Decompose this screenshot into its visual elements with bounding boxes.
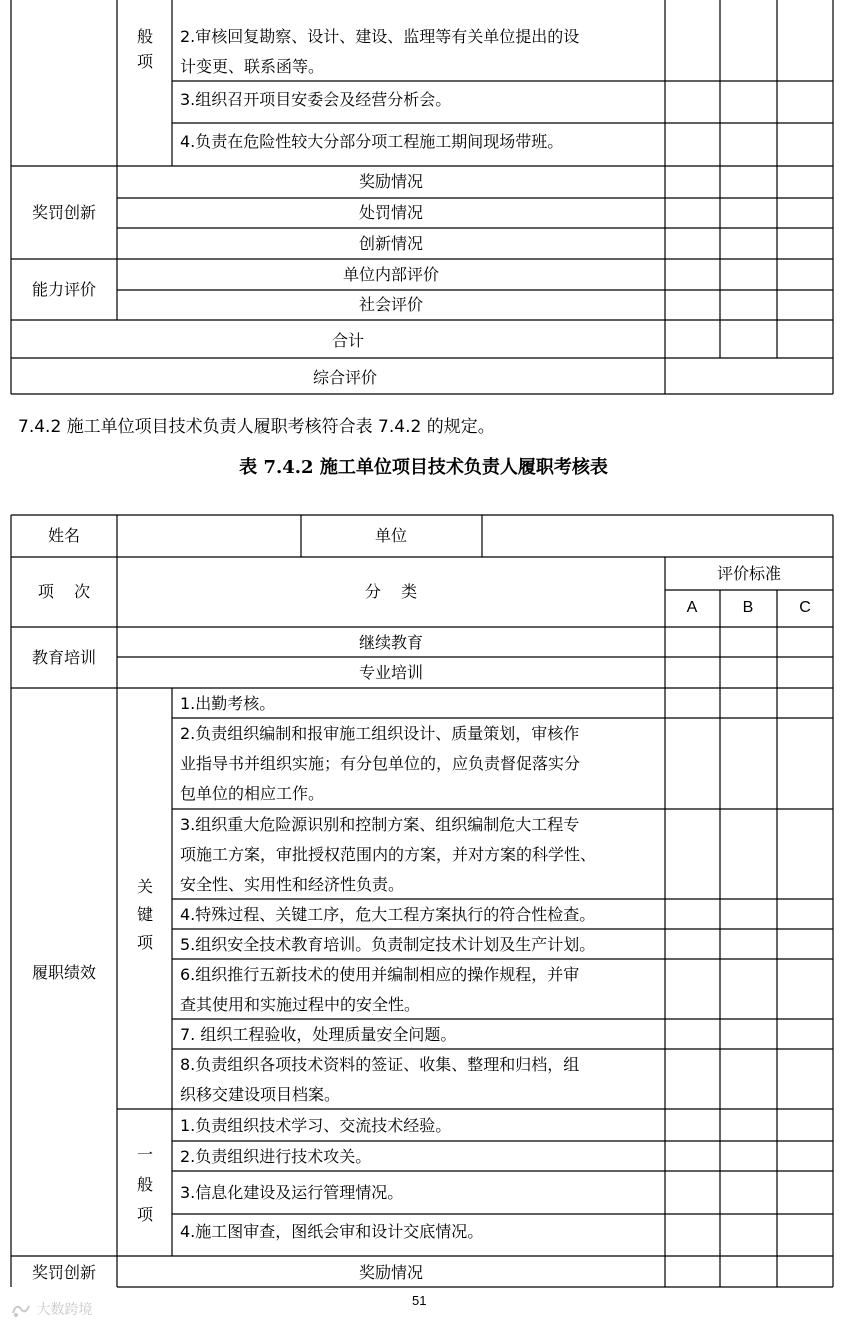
unit-label: 单位 xyxy=(374,526,408,545)
education-label: 教育培训 xyxy=(31,648,97,667)
section-heading: 7.4.2 施工单位项目技术负责人履职考核符合表 7.4.2 的规定。 xyxy=(18,417,495,437)
grade-b: B xyxy=(742,599,754,616)
general-item-1: 1.负责组织技术学习、交流技术经验。 xyxy=(180,1116,452,1135)
page-number: 51 xyxy=(412,1293,427,1308)
watermark-text: 大数跨境 xyxy=(36,1302,93,1318)
general-item-3: 3.信息化建设及运行管理情况。 xyxy=(180,1183,404,1202)
key-item-6: 6.组织推行五新技术的使用并编制相应的操作规程，并审 查其使用和实施过程中的安全性。 xyxy=(180,965,580,1014)
key-item-2: 2.负责组织编制和报审施工组织设计、质量策划，审核作 业指导书并组织实施；有分包单位的，应负责督促落实分 包单位的相应工作。 xyxy=(180,724,581,803)
prev-ability-label: 能力评价 xyxy=(31,280,97,299)
prev-ability-item: 单位内部评价 xyxy=(342,265,440,284)
general-item-2: 2.负责组织进行技术攻关。 xyxy=(180,1147,372,1166)
education-item: 继续教育 xyxy=(358,633,424,652)
prev-reward-item: 创新情况 xyxy=(358,234,424,253)
reward-label: 奖罚创新 xyxy=(31,1263,97,1282)
grade-c: C xyxy=(799,599,811,616)
prev-general-item-2: 2.审核回复勘察、设计、建设、监理等有关单位提出的设 计变更、联系函等。 xyxy=(180,27,580,76)
performance-label: 履职绩效 xyxy=(31,963,97,982)
key-item-4: 4.特殊过程、关键工序，危大工程方案执行的符合性检查。 xyxy=(180,905,596,924)
key-item-7: 7. 组织工程验收，处理质量安全问题。 xyxy=(180,1025,457,1044)
general-items-label: 一 般 项 xyxy=(136,1145,153,1224)
education-item: 专业培训 xyxy=(358,663,424,682)
grade-a: A xyxy=(686,599,698,616)
watermark-logo-icon xyxy=(10,1301,32,1319)
key-item-3: 3.组织重大危险源识别和控制方案、组织编制危大工程专 项施工方案，审批授权范围内的方案，并对方案的科学性、 安全性、实用性和经济性负责。 xyxy=(180,815,597,894)
name-label: 姓名 xyxy=(47,526,81,545)
key-item-1: 1.出勤考核。 xyxy=(180,694,276,713)
criteria-label: 评价标准 xyxy=(716,564,782,583)
watermark xyxy=(10,1299,92,1319)
prev-total: 合计 xyxy=(331,331,365,350)
key-items-label: 关 键 项 xyxy=(136,877,153,952)
general-item-4: 4.施工图审查，图纸会审和设计交底情况。 xyxy=(180,1222,484,1241)
prev-reward-label: 奖罚创新 xyxy=(31,203,97,222)
prev-ability-item: 社会评价 xyxy=(358,295,424,314)
prev-reward-item: 奖励情况 xyxy=(358,172,424,191)
table-title: 表 7.4.2 施工单位项目技术负责人履职考核表 xyxy=(239,457,608,478)
item-label: 项 次 xyxy=(37,582,91,601)
key-item-5: 5.组织安全技术教育培训。负责制定技术计划及生产计划。 xyxy=(180,935,596,954)
prev-reward-item: 处罚情况 xyxy=(358,203,424,222)
reward-item: 奖励情况 xyxy=(358,1263,424,1282)
prev-overall: 综合评价 xyxy=(312,368,378,387)
prev-general-label: 般 项 xyxy=(136,27,153,71)
key-item-8: 8.负责组织各项技术资料的签证、收集、整理和归档，组 织移交建设项目档案。 xyxy=(180,1055,580,1104)
category-label: 分 类 xyxy=(364,582,418,601)
prev-general-item-4: 4.负责在危险性较大分部分项工程施工期间现场带班。 xyxy=(180,132,564,151)
prev-general-item-3: 3.组织召开项目安委会及经营分析会。 xyxy=(180,90,452,109)
